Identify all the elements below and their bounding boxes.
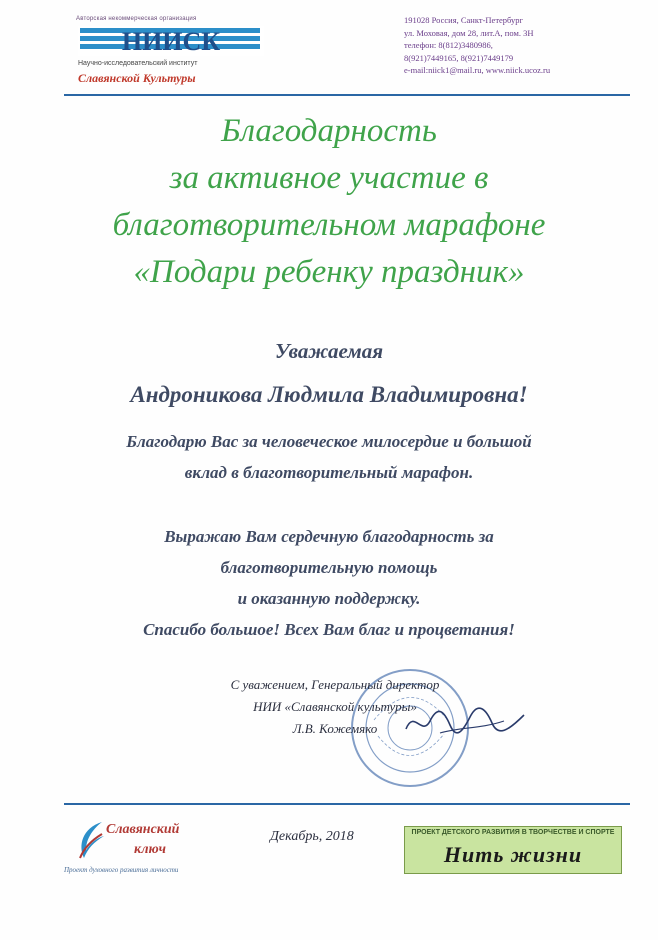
- logo-subtitle-1: Научно-исследовательский институт: [78, 60, 198, 67]
- issue-date: Декабрь, 2018: [270, 829, 354, 844]
- title-line: «Подари ребенку праздник»: [133, 254, 525, 290]
- contact-line: 8(921)7449165, 8(921)7449179: [404, 52, 514, 63]
- body-line: и оказанную поддержку.: [237, 589, 421, 608]
- body-line: благотворительную помощь: [220, 558, 438, 577]
- body-line: Выражаю Вам сердечную благодарность за: [164, 527, 494, 546]
- contact-block: [404, 14, 634, 77]
- signature-line: НИИ «Славянской культуры»: [253, 699, 417, 714]
- certificate-title: [0, 108, 658, 296]
- right-logo-main: Нить жизни: [443, 842, 583, 867]
- salutation: Уважаемая: [274, 339, 384, 363]
- signature-line: С уважением, Генеральный директор: [230, 677, 440, 692]
- body-paragraph-1: [0, 426, 658, 488]
- bottom-divider: [64, 803, 630, 805]
- body-line: вклад в благотворительный марафон.: [184, 463, 474, 482]
- recipient-name: Андроникова Людмила Владимировна!: [130, 382, 528, 407]
- title-line: благотворительном марафоне: [112, 207, 546, 243]
- contact-line: ул. Моховая, дом 28, лит.А, пом. 3Н: [404, 27, 534, 38]
- left-logo-line-1: Славянский: [106, 822, 180, 837]
- body-paragraph-2: [0, 521, 658, 645]
- left-logo-line-2: ключ: [134, 842, 166, 857]
- contact-line: 191028 Россия, Санкт-Петербург: [404, 15, 524, 25]
- niisk-logo-mark: [78, 26, 264, 56]
- contact-line: телефон: 8(812)3480986,: [404, 40, 493, 50]
- body-line: Благодарю Вас за человеческое милосердие и большой: [126, 432, 532, 451]
- leaf-icon: [74, 818, 108, 862]
- signature-block: [170, 674, 500, 740]
- institute-logo: [76, 14, 276, 94]
- top-divider: [64, 94, 630, 96]
- title-line: Благодарность: [221, 113, 437, 149]
- title-line: за активное участие в: [169, 160, 489, 196]
- logo-subtitle-2: Славянской Культуры: [78, 71, 196, 85]
- signature-line: Л.В. Кожемяко: [292, 721, 378, 736]
- left-logo-tagline: Проект духовного развития личности: [64, 866, 179, 874]
- logo-top-line: Авторская некоммерческая организация: [76, 16, 197, 22]
- slavyansky-klyuch-logo: [64, 812, 234, 882]
- nit-zhizni-logo: [404, 826, 622, 874]
- letterhead: [64, 14, 624, 94]
- body-line: Спасибо большое! Всех Вам благ и процветания!: [143, 620, 515, 639]
- logo-abbr: НИИСК: [121, 27, 221, 56]
- right-logo-top: ПРОЕКТ ДЕТСКОГО РАЗВИТИЯ В ТВОРЧЕСТВЕ И СПОРТЕ: [411, 829, 615, 836]
- contact-line: e-mail:niick1@mail.ru, www.niick.ucoz.ru: [404, 65, 551, 75]
